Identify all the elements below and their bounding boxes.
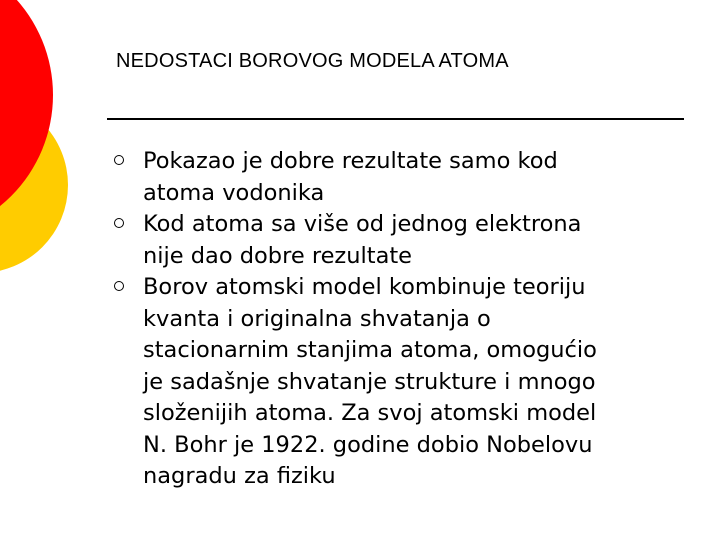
decorative-circles [0, 0, 120, 300]
bullet-line: nagradu za fiziku [143, 463, 336, 489]
bullet-item [114, 146, 674, 209]
title-divider [107, 118, 684, 120]
bullet-line: složenijih atoma. Za svoj atomski model [143, 400, 597, 426]
bullet-line: kvanta i originalna shvatanja o [143, 305, 491, 332]
bullet-line: stacionarnim stanjima atoma, omogućio [143, 337, 597, 363]
bullet-item [114, 272, 674, 493]
bullet-line: Kod atoma sa više od jednog elektrona [143, 211, 582, 237]
hollow-circle-bullet-icon [114, 155, 124, 165]
bullet-line: N. Bohr je 1922. godine dobio Nobelovu [143, 431, 593, 458]
slide-title: NEDOSTACI BOROVOG MODELA ATOMA [116, 50, 509, 72]
bullet-line: nije dao dobre rezultate [143, 242, 413, 269]
bullet-line: je sadašnje shvatanje strukture i mnogo [143, 368, 596, 395]
bullet-line: atoma vodonika [143, 179, 325, 206]
hollow-circle-bullet-icon [114, 218, 124, 228]
bullet-item [114, 209, 674, 272]
hollow-circle-bullet-icon [114, 281, 124, 291]
bullet-line: Pokazao je dobre rezultate samo kod [143, 148, 558, 174]
bullet-line: Borov atomski model kombinuje teoriju [143, 274, 586, 300]
bullet-list [114, 146, 674, 493]
